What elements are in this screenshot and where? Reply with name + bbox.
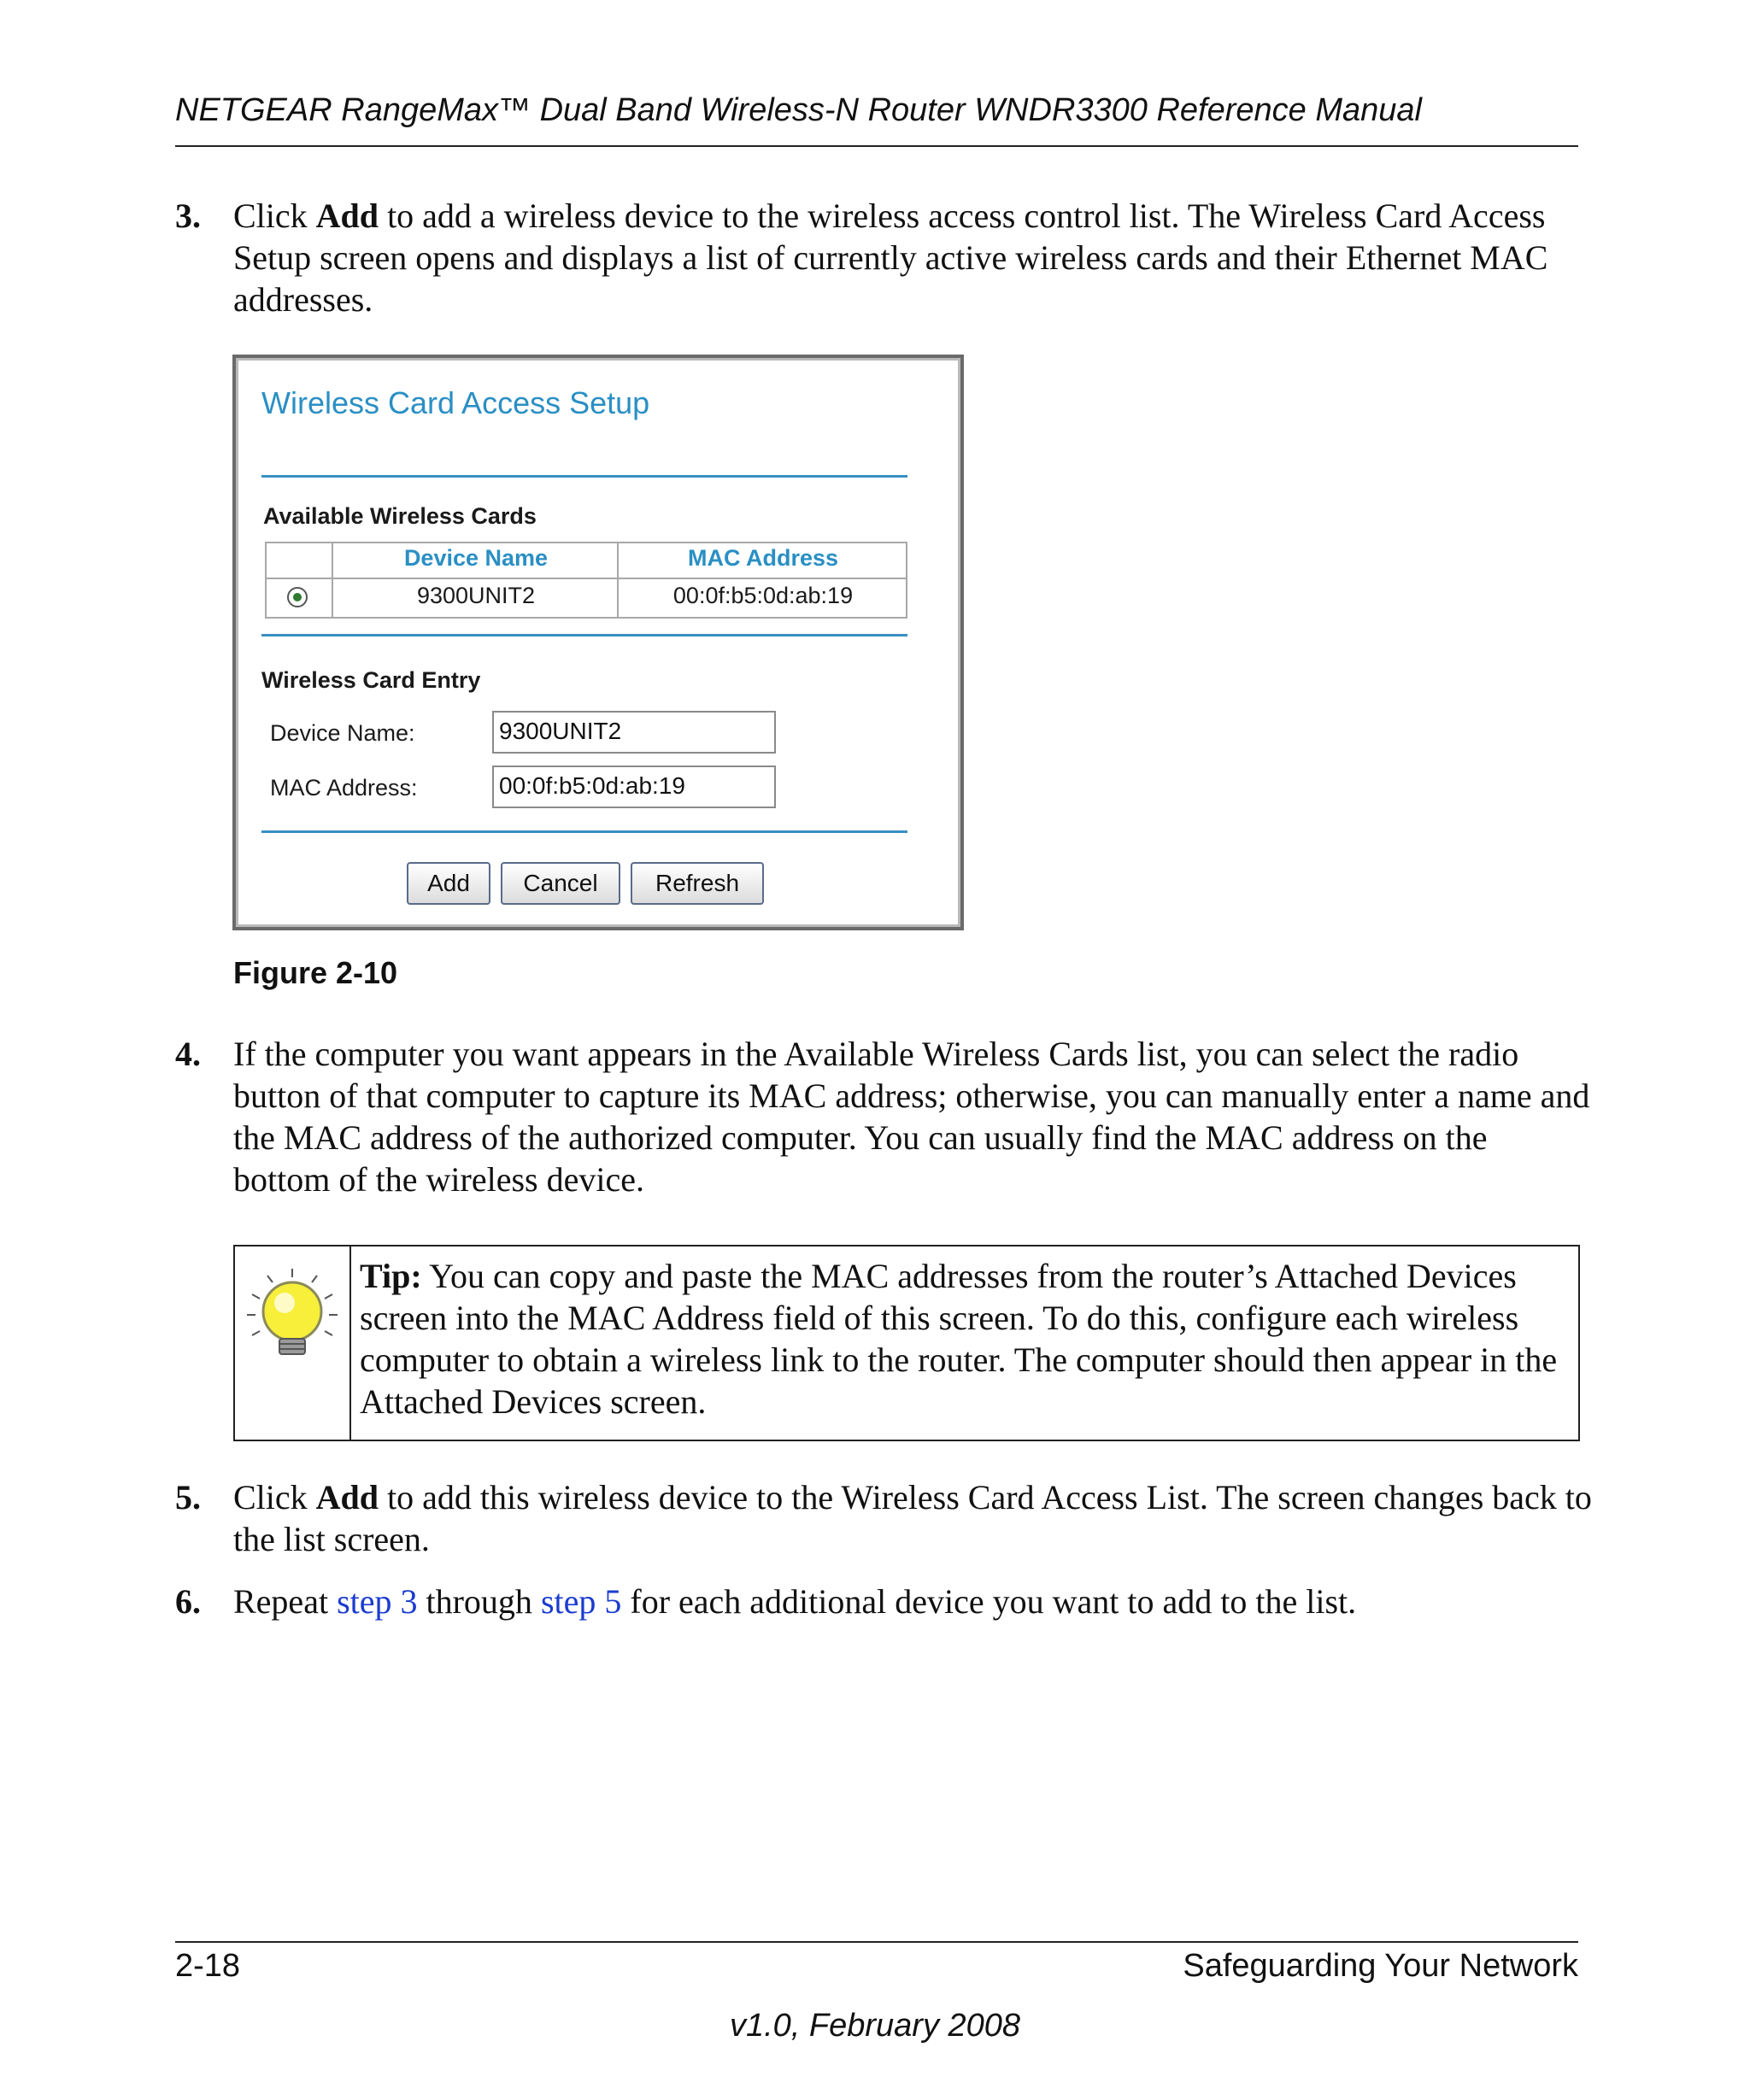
step-number: 5. (175, 1478, 201, 1516)
column-header-mac-address: MAC Address (687, 545, 839, 571)
tip-label: Tip: (360, 1257, 422, 1295)
version-date: v1.0, February 2008 (729, 2008, 1021, 2044)
cancel-button[interactable]: Cancel (501, 862, 620, 905)
step-text (233, 195, 1592, 320)
step-5-link[interactable]: step 5 (540, 1582, 622, 1621)
bold-term: Add (315, 197, 379, 235)
refresh-button[interactable]: Refresh (631, 862, 764, 905)
add-button[interactable]: Add (407, 862, 490, 905)
device-select-radio[interactable] (287, 587, 308, 607)
mac-address-label: MAC Address: (270, 775, 418, 801)
page-number: 2-18 (175, 1948, 241, 1984)
section-title: Safeguarding Your Network (1183, 1948, 1578, 1984)
table-cell-mac: 00:0f:b5:0d:ab:19 (672, 583, 854, 608)
device-name-label: Device Name: (270, 720, 415, 746)
tip-box (233, 1245, 1580, 1441)
header-rule (175, 145, 1578, 147)
step-text-part: Click (233, 197, 316, 235)
tip-divider (349, 1247, 351, 1440)
step-number: 4. (175, 1035, 201, 1073)
step-text (233, 1476, 1592, 1560)
card-entry-heading: Wireless Card Entry (261, 667, 481, 693)
wireless-card-access-setup-screenshot (232, 355, 964, 930)
tip-text (360, 1255, 1565, 1422)
step-text-part: through (417, 1582, 541, 1621)
device-name-input[interactable]: 9300UNIT2 (492, 711, 776, 754)
column-header-device-name: Device Name (403, 545, 549, 571)
available-cards-heading: Available Wireless Cards (263, 503, 537, 529)
figure-caption: Figure 2-10 (233, 955, 398, 990)
bold-term: Add (315, 1478, 379, 1516)
step-text: If the computer you want appears in the Available Wireless Cards list, you can select the radio button of that computer to capture its MAC address; otherwise, you can manually enter a name and the MAC address of the authorized computer. You can usually find the MAC address on the bottom of the wireless device. (233, 1035, 1590, 1199)
step-text-part: to add a wireless device to the wireless access control list. The Wireless Card Access Setup screen opens and displays a list of currently active wireless cards and their Ethernet MAC addresses. (233, 197, 1548, 319)
step-text (233, 1581, 1592, 1622)
step-text-part: Click (233, 1478, 316, 1516)
step-text-part: Repeat (233, 1582, 338, 1621)
running-header: NETGEAR RangeMax™ Dual Band Wireless-N Router WNDR3300 Reference Manual (175, 92, 1422, 128)
lightbulb-icon (242, 1264, 343, 1364)
tip-body: You can copy and paste the MAC addresses from the router’s Attached Devices screen into the MAC Address field of this screen. To do this, configure each wireless computer to obtain a wireless link to the router. The computer should then appear in the Attached Devices screen. (360, 1257, 1558, 1421)
panel-title: Wireless Card Access Setup (261, 385, 650, 420)
available-cards-table (265, 542, 907, 619)
footer-rule (175, 1941, 1578, 1943)
step-number: 6. (175, 1582, 201, 1621)
divider (261, 634, 907, 636)
divider (261, 830, 907, 833)
step-text-part: for each additional device you want to add to the list. (621, 1582, 1357, 1621)
divider (261, 475, 907, 478)
table-cell-device: 9300UNIT2 (416, 583, 536, 608)
step-3-link[interactable]: step 3 (337, 1582, 418, 1621)
mac-address-input[interactable]: 00:0f:b5:0d:ab:19 (492, 766, 776, 808)
step-text-part: to add this wireless device to the Wireless Card Access List. The screen changes back to the list screen. (233, 1478, 1592, 1558)
table-row-divider (267, 578, 906, 579)
step-number: 3. (175, 197, 201, 235)
